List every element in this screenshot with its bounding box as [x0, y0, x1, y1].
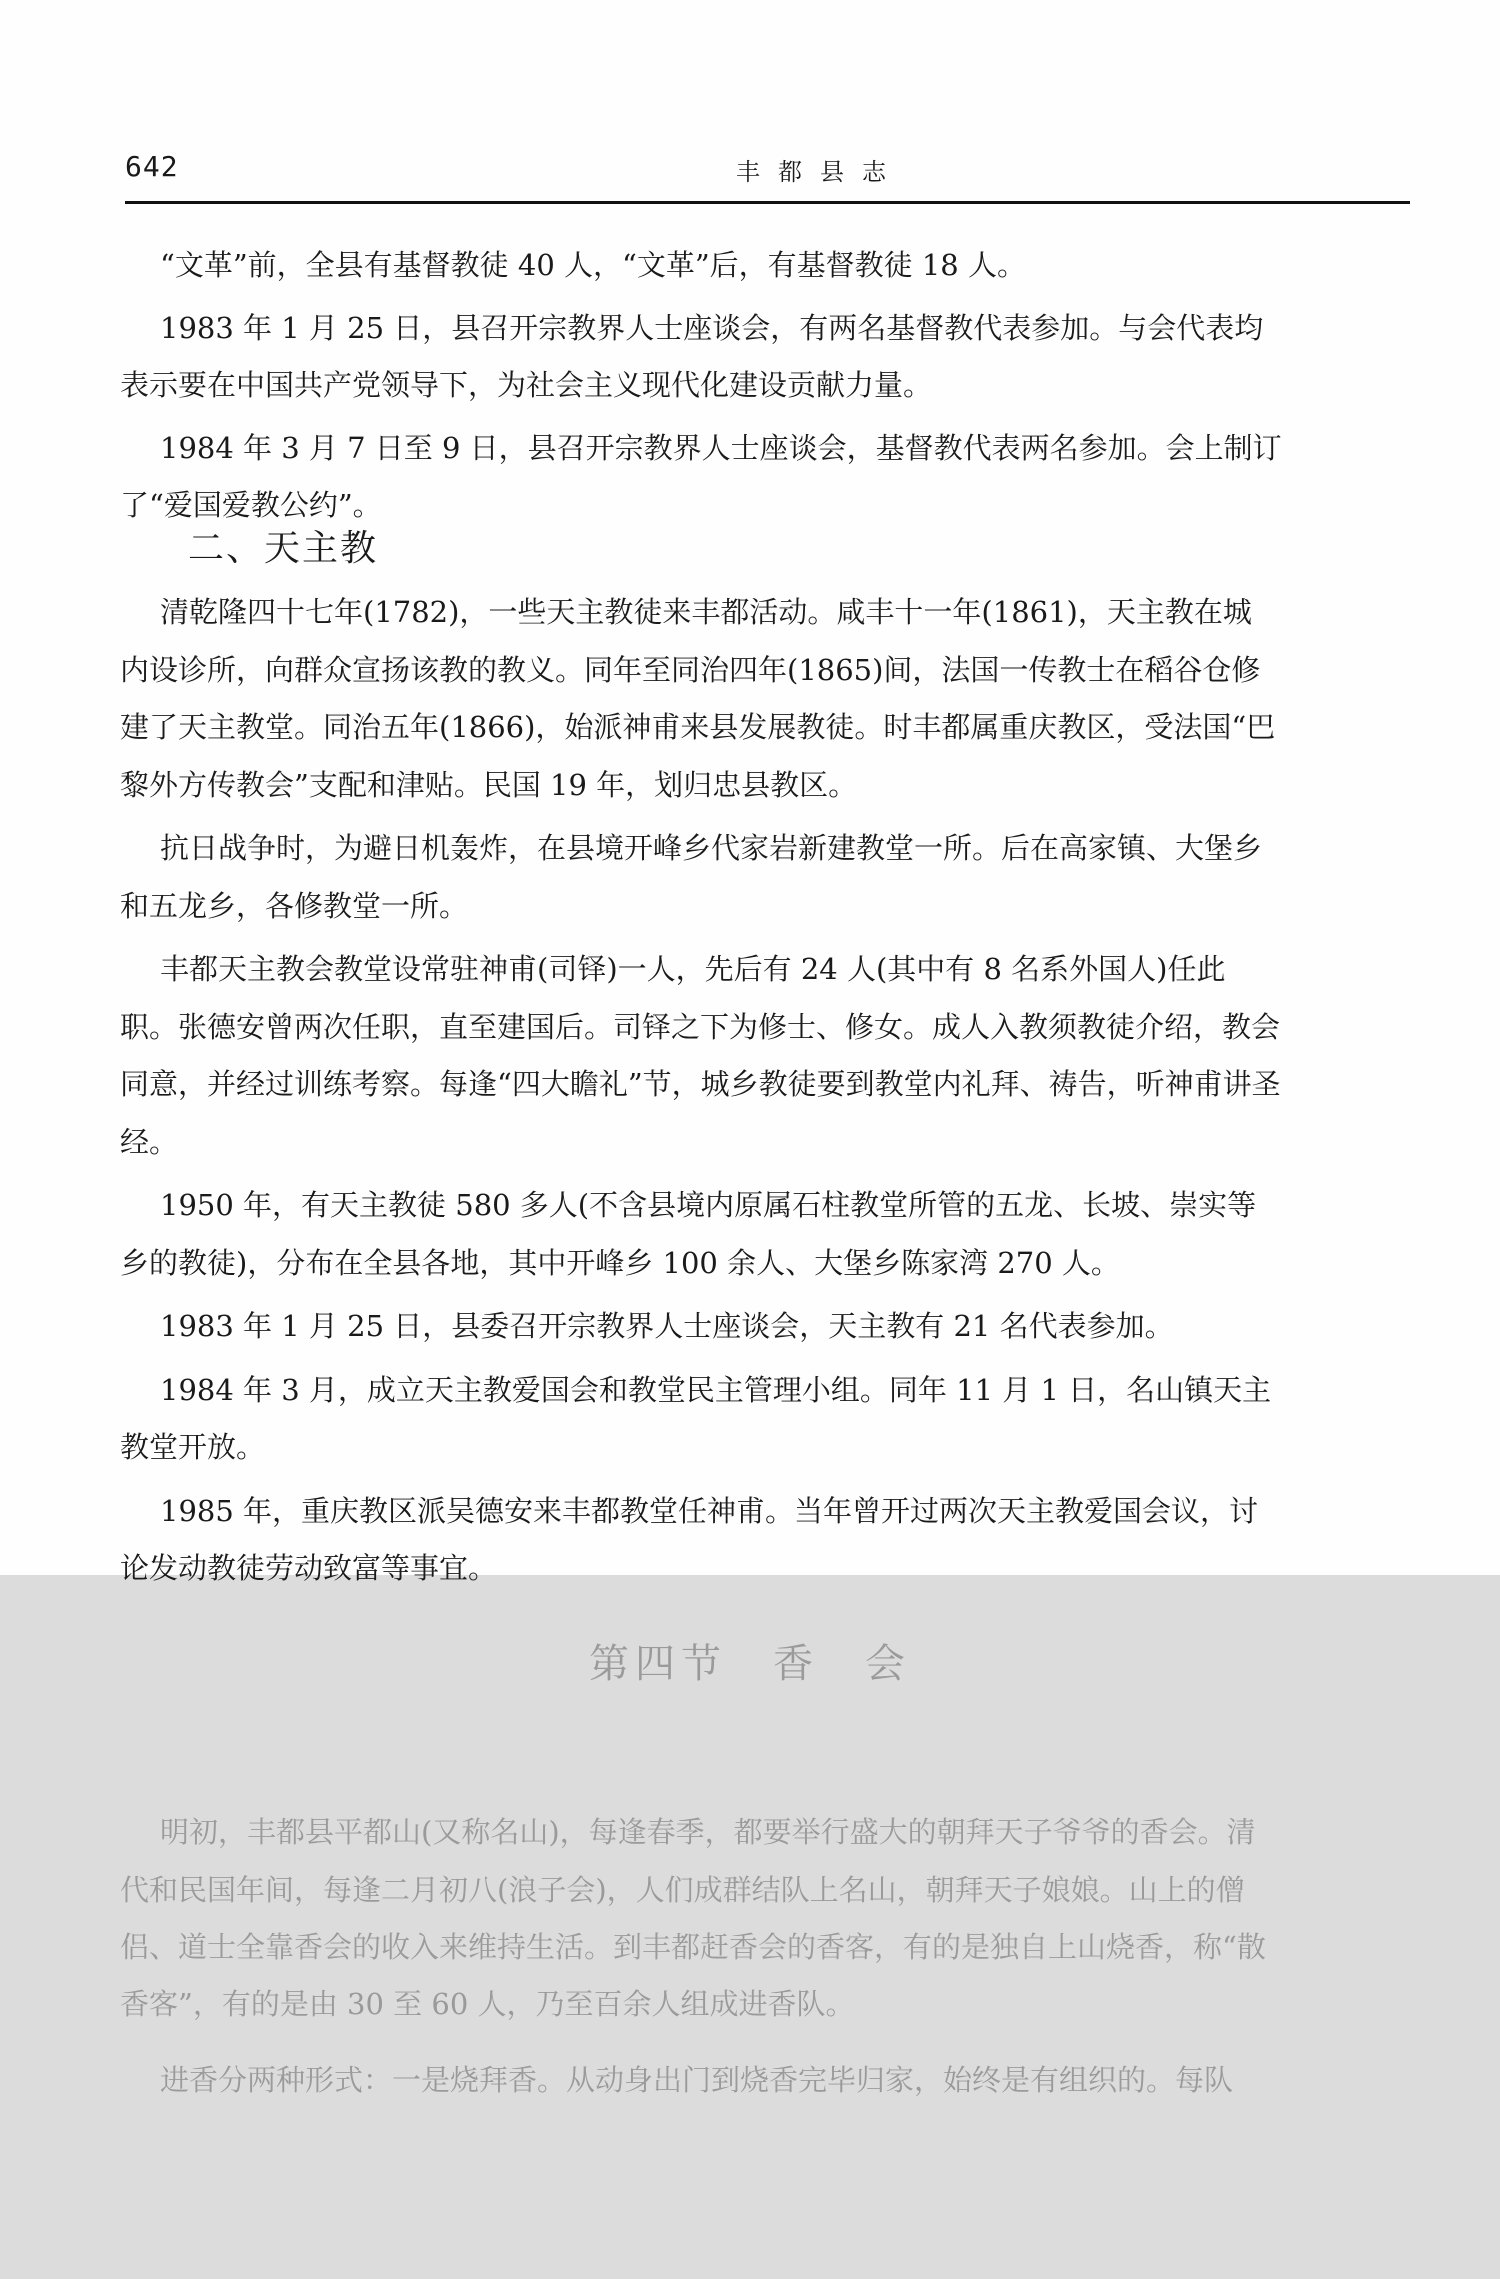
paragraph-line: 论发动教徒劳动致富等事宜。 — [120, 1551, 498, 1585]
page-header — [125, 150, 1410, 200]
protestant-text-2b — [120, 355, 1375, 415]
paragraph-line: 和五龙乡，各修教堂一所。 — [120, 888, 469, 923]
paragraph-line: 黎外方传教会”支配和津贴。民国 19 年，划归忠县教区。 — [120, 767, 858, 802]
paragraph-line: 职。张德安曾两次任职，直至建国后。司铎之下为修士、修女。成人入教须教徒介绍，教会 — [120, 1009, 1281, 1044]
paragraph-line: 表示要在中国共产党领导下，为社会主义现代化建设贡献力量。 — [120, 368, 933, 402]
paragraph-line: 清乾隆四十七年(1782)，一些天主教徒来丰都活动。咸丰十一年(1861)，天主教在城 — [160, 595, 1252, 629]
paragraph-line: 内设诊所，向群众宣扬该教的教义。同年至同治四年(1865)间，法国一传教士在稻谷仓修 — [120, 652, 1261, 687]
paragraph-line: 侣、道士全靠香会的收入来维持生活。到丰都赶香会的香客，有的是独自上山烧香，称“散 — [120, 1930, 1266, 1964]
paragraph-line: 经。 — [120, 1124, 179, 1159]
paragraph-line: 1950 年，有天主教徒 580 多人(不含县境内原属石柱教堂所管的五龙、长坡、崇实等 — [160, 1188, 1257, 1222]
paragraph-line: 同意，并经过训练考察。每逢“四大瞻礼”节，城乡教徒要到教堂内礼拜、祷告，听神甫讲圣 — [120, 1067, 1281, 1101]
paragraph-line: 1985 年，重庆教区派吴德安来丰都教堂任神甫。当年曾开过两次天主教爱国会议，讨 — [160, 1493, 1259, 1528]
protestant-text-3 — [160, 418, 1415, 478]
paragraph-line: 了“爱国爱教公约”。 — [120, 488, 382, 522]
paragraph-line: 丰都天主教会教堂设常驻神甫(司铎)一人，先后有 24 人(其中有 8 名系外国人)任此 — [160, 952, 1226, 986]
paragraph-line: 教堂开放。 — [120, 1430, 266, 1464]
running-title: 丰都县志 — [736, 158, 904, 186]
paragraph-line: 进香分两种形式：一是烧拜香。从动身出门到烧香完毕归家，始终是有组织的。每队 — [160, 2063, 1234, 2097]
paragraph-line: 建了天主教堂。同治五年(1866)，始派神甫来县发展教徒。时丰都属重庆教区，受法国“巴 — [120, 710, 1276, 744]
protestant-text — [160, 235, 1415, 295]
section-title-incense-fair: 第四节 香 会 — [589, 1641, 911, 1687]
protestant-text-2 — [160, 298, 1415, 358]
paragraph-line: 1983 年 1 月 25 日，县委召开宗教界人士座谈会，天主教有 21 名代表参加。 — [160, 1309, 1174, 1343]
paragraph-line: 代和民国年间，每逢二月初八(浪子会)，人们成群结队上名山，朝拜天子娘娘。山上的僧 — [120, 1873, 1245, 1907]
header-rule — [125, 201, 1410, 204]
paragraph: “文革”前，全县有基督教徒 40 人，“文革”后，有基督教徒 18 人。 — [160, 248, 1026, 282]
paragraph-line: 1984 年 3 月，成立天主教爱国会和教堂民主管理小组。同年 11 月 1 日，名山镇天主 — [160, 1372, 1272, 1407]
paragraph-line: 1984 年 3 月 7 日至 9 日，县召开宗教界人士座谈会，基督教代表两名参加。会上制订 — [160, 431, 1282, 465]
paragraph-line: 抗日战争时，为避日机轰炸，在县境开峰乡代家岩新建教堂一所。后在高家镇、大堡乡 — [160, 831, 1263, 865]
paragraph-line: 香客”，有的是由 30 至 60 人，乃至百余人组成进香队。 — [120, 1987, 855, 2021]
paragraph-line: 1983 年 1 月 25 日，县召开宗教界人士座谈会，有两名基督教代表参加。与会代表均 — [160, 311, 1264, 345]
section-heading-catholic: 二、天主教 — [188, 528, 379, 569]
page-number: 642 — [125, 150, 179, 183]
paragraph-line: 明初，丰都县平都山(又称名山)，每逢春季，都要举行盛大的朝拜天子爷爷的香会。清 — [160, 1815, 1256, 1849]
paragraph-line: 乡的教徒)，分布在全县各地，其中开峰乡 100 余人、大堡乡陈家湾 270 人。 — [120, 1245, 1120, 1280]
